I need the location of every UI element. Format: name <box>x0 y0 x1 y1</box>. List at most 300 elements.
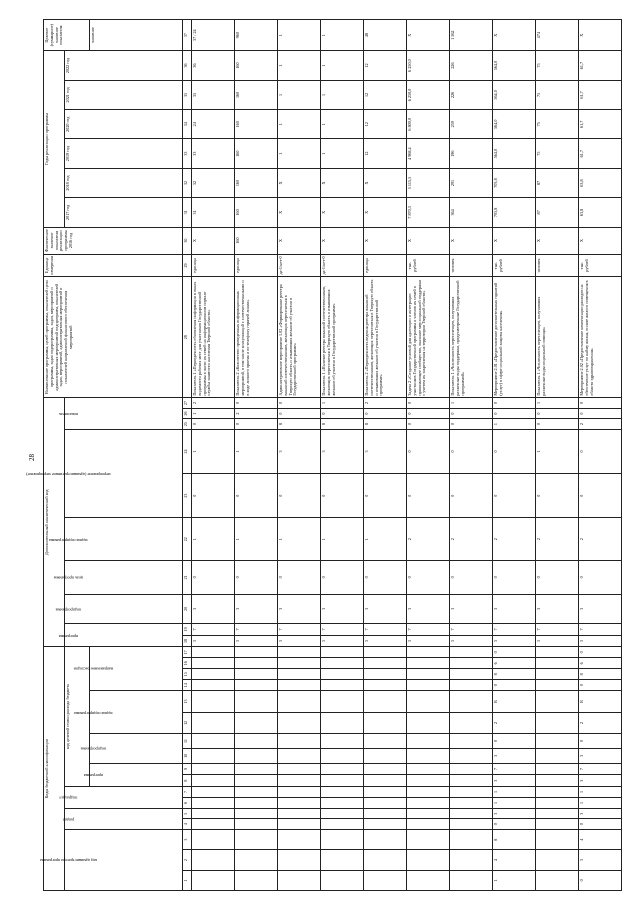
code-cell <box>407 748 450 763</box>
code-cell <box>192 850 235 870</box>
row-year-value: X <box>321 198 364 227</box>
row-year-value: 5 115,5 <box>407 168 450 197</box>
row-unit: тыс. рублей <box>407 254 450 277</box>
code-cell <box>321 691 364 712</box>
header-year-4: 2021 год <box>65 80 183 109</box>
row-name: Показатель 1 «Наличие реестра вакансий соотечественников, желающих переселиться в Тверскую область и изъявивших желание об участии в Государственной программе» <box>321 277 364 398</box>
code-cell <box>364 830 407 850</box>
row-factual: X <box>321 227 364 254</box>
code-cell: 0 <box>278 561 321 594</box>
code-cell <box>450 712 493 733</box>
code-cell: 1 <box>493 786 536 797</box>
column-number: 11 <box>183 734 192 749</box>
column-number: 14 <box>183 680 192 691</box>
code-cell <box>364 734 407 749</box>
code-cell: 0 <box>321 474 364 518</box>
code-cell: 1 <box>278 518 321 561</box>
row-name: Показатель 1 «Периодичность обновления информации в окнах видимости рабочих мест для участников Государственной программы в части их семей на информационном портале службы занятости населения Тверской области» <box>192 277 235 398</box>
code-cell: 3 <box>278 635 321 647</box>
row-year-value: 1 <box>321 80 364 109</box>
row-target: X <box>407 20 450 51</box>
row-year-value: 226 <box>450 51 493 80</box>
code-cell: 3 <box>364 429 407 473</box>
row-name: Показатель 2 «Периодичность ведения реестра вакансий соотечественников, желающих переселиться в Тверскую область и изъявивших желание об участии в Государственной программе» <box>364 277 407 398</box>
row-year-value: 226 <box>450 80 493 109</box>
code-cell <box>407 786 450 797</box>
row-year-value: X <box>321 168 364 197</box>
row-year-value: 1 <box>278 139 321 168</box>
header-csr-napravlenie <box>73 647 183 691</box>
code-cell <box>407 797 450 808</box>
code-cell: 0 <box>235 474 278 518</box>
code-cell: 0 <box>278 408 321 419</box>
code-cell <box>407 819 450 830</box>
row-year-value: 87 <box>536 198 579 227</box>
code-cell <box>450 870 493 890</box>
code-cell: 7 <box>364 624 407 636</box>
code-cell <box>321 734 364 749</box>
code-cell: 0 <box>493 474 536 518</box>
header-csr-zadacha <box>73 691 183 734</box>
header-add-zadacha-text: задача подпрограммы <box>48 537 88 543</box>
code-cell: 8 <box>278 419 321 430</box>
code-cell <box>235 691 278 712</box>
row-year-value: X <box>364 198 407 227</box>
code-cell <box>407 669 450 680</box>
code-cell: 1 <box>192 408 235 419</box>
row-factual: X <box>493 227 536 254</box>
code-cell <box>450 850 493 870</box>
code-cell: 0 <box>235 398 278 409</box>
row-target: 48 <box>364 20 407 51</box>
header-podrazdel <box>59 786 183 808</box>
code-cell: 3 <box>364 594 407 624</box>
code-cell: 0 <box>579 474 622 518</box>
row-year-value: 160 <box>235 80 278 109</box>
column-number: 3 <box>183 830 192 850</box>
code-cell: 0 <box>407 474 450 518</box>
code-cell: 2 <box>493 712 536 733</box>
header-year-5: 2022 год <box>65 51 183 80</box>
code-cell <box>407 691 450 712</box>
column-number: 20 <box>183 594 192 624</box>
column-number: 31 <box>183 198 192 227</box>
code-cell <box>278 647 321 658</box>
row-year-value: 31 <box>192 198 235 227</box>
code-cell: 3 <box>579 850 622 870</box>
code-cell <box>192 870 235 890</box>
page-number: 28 <box>28 454 36 461</box>
code-cell <box>235 830 278 850</box>
code-cell <box>321 870 364 890</box>
code-cell: 3 <box>450 635 493 647</box>
code-cell <box>278 850 321 870</box>
row-unit: тыс. рублей <box>579 254 622 277</box>
code-cell <box>321 680 364 691</box>
code-cell: 1 <box>493 870 536 890</box>
header-year-1: 2018 год <box>65 168 183 197</box>
row-year-value: 196 <box>450 139 493 168</box>
column-number: 10 <box>183 748 192 763</box>
code-cell: 7 <box>321 624 364 636</box>
row-year-value: 160 <box>235 110 278 139</box>
row-year-value: 564,0 <box>493 110 536 139</box>
code-cell: 3 <box>278 594 321 624</box>
code-cell: 3 <box>192 594 235 624</box>
row-year-value: 160 <box>235 198 278 227</box>
code-cell: 1 <box>321 518 364 561</box>
row-year-value: 75 <box>536 80 579 109</box>
row-unit: единица <box>364 254 407 277</box>
code-cell: 1 <box>493 797 536 808</box>
row-year-value: 61,7 <box>579 80 622 109</box>
row-unit: человек <box>536 254 579 277</box>
code-cell: 7 <box>536 624 579 636</box>
code-cell <box>407 712 450 733</box>
row-year-value: 24 <box>192 110 235 139</box>
code-cell: 1 <box>536 429 579 473</box>
row-year-value: 564,0 <box>493 139 536 168</box>
code-cell: 0 <box>364 408 407 419</box>
header-admin-code-text: код администратора программы <box>39 858 97 864</box>
code-cell <box>235 775 278 787</box>
code-cell <box>536 691 579 712</box>
code-cell <box>235 819 278 830</box>
code-cell <box>450 658 493 669</box>
code-cell: 3 <box>579 594 622 624</box>
code-cell <box>278 712 321 733</box>
code-cell: 0 <box>493 408 536 419</box>
header-years: Годы реализации программы <box>44 51 65 227</box>
code-cell <box>536 775 579 787</box>
row-target: 1 <box>321 20 364 51</box>
row-year-value: 6 250,0 <box>407 80 450 109</box>
code-cell: 0 <box>235 561 278 594</box>
code-cell: 7 <box>579 624 622 636</box>
code-cell <box>536 797 579 808</box>
header-unit: Единица измерения <box>44 254 183 277</box>
code-cell: 3 <box>364 635 407 647</box>
code-cell <box>235 850 278 870</box>
table-row <box>536 20 579 891</box>
code-cell <box>450 763 493 775</box>
column-number: 22 <box>183 518 192 561</box>
code-cell: 1 <box>364 518 407 561</box>
code-cell: 2 <box>450 518 493 561</box>
code-cell: 1 <box>579 797 622 808</box>
code-cell <box>407 647 450 658</box>
column-number: 17 <box>183 647 192 658</box>
header-year-2: 2019 год <box>65 139 183 168</box>
column-number: 13 <box>183 691 192 712</box>
column-number: 4 <box>183 819 192 830</box>
column-number: 34 <box>183 110 192 139</box>
code-cell <box>321 647 364 658</box>
row-year-value: 7 870,3 <box>407 198 450 227</box>
code-cell: 6 <box>579 658 622 669</box>
code-cell: 1 <box>321 398 364 409</box>
row-factual: X <box>364 227 407 254</box>
code-cell: 0 <box>450 419 493 430</box>
row-target: X <box>493 20 536 51</box>
table-row <box>407 20 450 891</box>
row-year-value: 33 <box>192 139 235 168</box>
code-cell: 0 <box>450 474 493 518</box>
code-cell: 3 <box>407 594 450 624</box>
row-unit: тыс. рублей <box>493 254 536 277</box>
code-cell: 0 <box>579 561 622 594</box>
code-cell <box>536 647 579 658</box>
code-cell <box>321 786 364 797</box>
code-cell: 2 <box>493 518 536 561</box>
row-unit: единица <box>192 254 235 277</box>
column-number: 7 <box>183 786 192 797</box>
header-csr-napravlenie-text: направление расходов <box>73 667 114 673</box>
code-cell <box>321 712 364 733</box>
code-cell <box>364 647 407 658</box>
code-cell <box>192 830 235 850</box>
code-cell <box>278 658 321 669</box>
column-number: 15 <box>183 669 192 680</box>
column-number: 27 <box>183 398 192 409</box>
row-year-value: 32 <box>192 168 235 197</box>
code-cell: 2 <box>579 518 622 561</box>
column-number: 26 <box>183 408 192 419</box>
row-year-value: 160 <box>235 51 278 80</box>
code-cell <box>536 786 579 797</box>
code-cell <box>235 647 278 658</box>
row-year-value: 36 <box>192 51 235 80</box>
row-year-value: 63,8 <box>579 168 622 197</box>
code-cell <box>192 786 235 797</box>
row-year-value: 160 <box>235 168 278 197</box>
code-cell: 7 <box>579 763 622 775</box>
table-row <box>450 20 493 891</box>
header-year-0: 2017 год <box>65 198 183 227</box>
column-number: 24 <box>183 429 192 473</box>
column-number: 21 <box>183 561 192 594</box>
code-cell <box>192 808 235 819</box>
code-cell: 0 <box>579 819 622 830</box>
code-cell: 8 <box>364 419 407 430</box>
code-cell: 3 <box>407 635 450 647</box>
code-cell <box>450 734 493 749</box>
header-csr: код целевой статьи расхода бюджета <box>65 647 90 787</box>
header-add-cel <box>53 561 183 594</box>
row-year-value: 6 800,0 <box>407 110 450 139</box>
code-cell: 1 <box>579 786 622 797</box>
row-year-value: 564,0 <box>493 51 536 80</box>
column-number: 32 <box>183 168 192 197</box>
table-row <box>235 20 278 891</box>
row-target: 474 <box>536 20 579 51</box>
code-cell <box>536 870 579 890</box>
code-cell <box>192 669 235 680</box>
code-cell <box>278 763 321 775</box>
code-cell: 3 <box>579 808 622 819</box>
code-cell <box>278 870 321 890</box>
code-cell: 3 <box>493 775 536 787</box>
code-cell <box>235 658 278 669</box>
code-cell: 7 <box>493 763 536 775</box>
header-target: Целевое (суммарное) значение показателя <box>44 20 90 51</box>
code-cell: 0 <box>450 561 493 594</box>
row-year-value: 75 <box>536 110 579 139</box>
code-cell: 3 <box>493 748 536 763</box>
code-cell: 0 <box>407 419 450 430</box>
row-year-value: X <box>278 168 321 197</box>
row-factual: X <box>579 227 622 254</box>
row-year-value: 75 <box>536 51 579 80</box>
code-cell: 3 <box>493 594 536 624</box>
table-row <box>364 20 407 891</box>
column-number: 28 <box>183 277 192 398</box>
column-number: 33 <box>183 139 192 168</box>
code-cell <box>278 748 321 763</box>
header-add-programma <box>58 624 183 647</box>
code-cell: 8 <box>493 669 536 680</box>
code-cell <box>536 763 579 775</box>
header-podrazdel-text: подраздел <box>59 795 78 801</box>
code-cell <box>450 647 493 658</box>
table-row <box>493 20 536 891</box>
header-target-sub: значение <box>90 20 183 51</box>
row-year-value: 1 <box>321 51 364 80</box>
row-factual: X <box>536 227 579 254</box>
column-number: 2 <box>183 850 192 870</box>
code-cell <box>450 797 493 808</box>
code-cell: 0 <box>579 408 622 419</box>
code-cell <box>536 734 579 749</box>
row-year-value: 291 <box>450 168 493 197</box>
code-cell <box>235 808 278 819</box>
code-cell: 0 <box>579 398 622 409</box>
code-cell <box>235 669 278 680</box>
code-cell: 7 <box>450 624 493 636</box>
code-cell <box>364 763 407 775</box>
column-number: 19 <box>183 624 192 636</box>
code-cell <box>278 775 321 787</box>
column-number: 23 <box>183 474 192 518</box>
column-number: 16 <box>183 658 192 669</box>
header-budget-classification: Коды бюджетной классификации <box>44 647 65 891</box>
row-name: Показатель 2 «Количество проведенных информационных мероприятий, в том числе консультаций с соотечественниками и в ходе личного приема и по телефону горячей линии» <box>235 277 278 398</box>
code-cell <box>407 808 450 819</box>
row-year-value: 703,8 <box>493 168 536 197</box>
code-cell <box>450 680 493 691</box>
column-number: 5 <box>183 808 192 819</box>
code-cell: 0 <box>536 419 579 430</box>
row-unit: да-1/нет-0 <box>321 254 364 277</box>
code-cell <box>536 669 579 680</box>
code-cell: 1 <box>192 518 235 561</box>
row-year-value: 63,8 <box>579 198 622 227</box>
code-cell: 3 <box>278 429 321 473</box>
row-name: Показатель 1 «Численность переселенцев, получивших различные виды социальной помощи» <box>536 277 579 398</box>
header-razdel-text: раздел <box>62 817 75 823</box>
row-name: Задача 2 «Создание условий для адаптации и интеграции участников Государственной программы и членов их семей в принимающее сообщество, оказание мер социальной поддержки с учетом их закрепления на территории Тверской области» <box>407 277 450 398</box>
code-cell: 0 <box>579 647 622 658</box>
code-cell: 0 <box>579 734 622 749</box>
code-cell <box>364 850 407 870</box>
column-number: 29 <box>183 254 192 277</box>
header-add-podprogramma-text: подпрограмма <box>55 607 82 613</box>
code-cell: 1 <box>450 398 493 409</box>
code-cell <box>364 870 407 890</box>
row-year-value: X <box>278 198 321 227</box>
row-year-value: X <box>364 168 407 197</box>
row-target: 1 <box>278 20 321 51</box>
code-cell: 0 <box>364 561 407 594</box>
header-add-pokazatel <box>58 398 183 430</box>
row-target: 1 562 <box>450 20 493 51</box>
header-razdel <box>62 808 183 829</box>
header-add-meropriyatie-text: мероприятие (административное мероприятие) <box>26 471 111 477</box>
row-year-value: 1 <box>321 110 364 139</box>
row-year-value: 1 <box>278 51 321 80</box>
code-cell: 0 <box>192 474 235 518</box>
code-cell: 2 <box>579 419 622 430</box>
code-cell <box>536 819 579 830</box>
code-cell: R <box>493 691 536 712</box>
row-target: 960 <box>235 20 278 51</box>
row-year-value: 1 <box>278 80 321 109</box>
header-csr-programma <box>83 763 183 786</box>
code-cell <box>192 819 235 830</box>
code-cell <box>536 808 579 819</box>
code-cell: 0 <box>235 419 278 430</box>
code-cell: 0 <box>579 429 622 473</box>
row-year-value: 87 <box>536 168 579 197</box>
code-cell: 3 <box>579 748 622 763</box>
code-cell <box>364 669 407 680</box>
code-cell <box>536 830 579 850</box>
code-cell <box>364 786 407 797</box>
code-cell: 0 <box>321 561 364 594</box>
table-row <box>278 20 321 891</box>
header-admin-code <box>39 830 183 891</box>
row-year-value: 61,7 <box>579 139 622 168</box>
code-cell <box>450 691 493 712</box>
column-number: 35 <box>183 80 192 109</box>
code-cell <box>235 748 278 763</box>
code-cell <box>278 691 321 712</box>
column-number: 37 <box>183 20 192 51</box>
code-cell <box>407 830 450 850</box>
code-cell: 7 <box>278 624 321 636</box>
code-cell <box>321 658 364 669</box>
code-cell: 7 <box>493 624 536 636</box>
row-year-value: 703,8 <box>493 198 536 227</box>
code-cell: 0 <box>450 429 493 473</box>
row-factual: X <box>192 227 235 254</box>
code-cell <box>450 669 493 680</box>
code-cell: 0 <box>321 408 364 419</box>
code-cell <box>407 870 450 890</box>
header-csr-podprogramma-text: подпрограмма <box>80 746 107 752</box>
code-cell: 0 <box>407 408 450 419</box>
code-cell <box>321 797 364 808</box>
code-cell <box>450 748 493 763</box>
code-cell <box>235 712 278 733</box>
code-cell: 3 <box>192 635 235 647</box>
code-cell: 2 <box>235 408 278 419</box>
row-year-value: 12 <box>364 139 407 168</box>
code-cell <box>321 763 364 775</box>
code-cell: 2 <box>192 398 235 409</box>
header-add-pokazatel-text: показатель <box>58 411 79 417</box>
code-cell <box>192 647 235 658</box>
